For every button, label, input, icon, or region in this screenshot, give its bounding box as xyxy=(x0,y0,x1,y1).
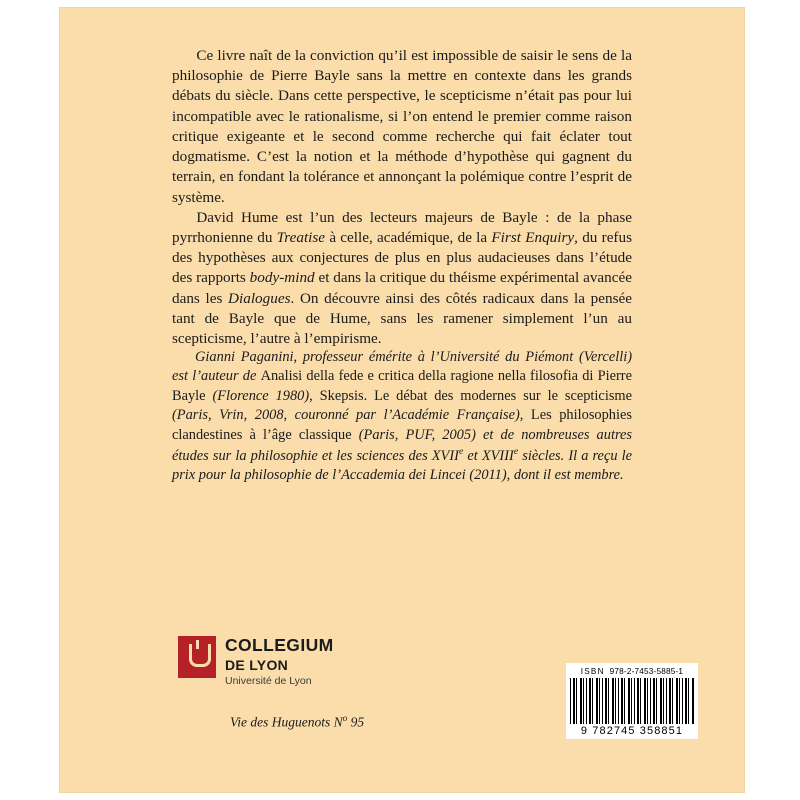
ordinal-superscript: e xyxy=(513,446,519,458)
work-title-first-enquiry: First Enquiry xyxy=(491,228,575,246)
bio-work-title-3: Les philosophies clandestines à l’âge classique xyxy=(172,407,632,443)
publisher-name-line-3: Université de Lyon xyxy=(225,674,312,687)
blurb-text xyxy=(172,46,632,349)
work-title-treatise: Treatise xyxy=(276,228,326,246)
blurb-paragraph-2 xyxy=(172,208,632,350)
book-back-cover xyxy=(60,8,744,792)
author-name: Gianni Paganini xyxy=(195,349,294,365)
series-label-text: Vie des Huguenots N xyxy=(230,714,343,730)
bio-text-run: (Paris, Vrin, 2008, couronné par l’Académie Française), xyxy=(172,407,524,424)
series-label xyxy=(230,713,364,731)
bio-text-run: (Paris, PUF, 2005) et de nombreuses autres études sur la philosophie et les sciences des XVII xyxy=(172,426,633,464)
bio-text-run: , professeur émérite à l’Université du Piémont (Vercelli) est l’auteur de xyxy=(172,349,632,385)
term-body-mind: body-mind xyxy=(249,269,315,287)
isbn-label: ISBN xyxy=(580,667,605,676)
publisher-name-line-1: COLLEGIUM xyxy=(225,635,334,655)
isbn-line xyxy=(570,667,694,676)
work-title-dialogues: Dialogues xyxy=(228,289,291,307)
series-ordinal-superscript: o xyxy=(342,713,348,723)
publisher-name-line-2: DE LYON xyxy=(225,656,289,673)
ordinal-superscript: e xyxy=(458,446,464,458)
blurb-text-run: , du refus des hypothèses aux conjectures de plus en plus audacieuses dans l’étude des rapports xyxy=(172,228,632,287)
blurb-text-run: . On découvre ainsi des côtés radicaux dans la pensée tant de Bayle que de Hume, sans les ramener simplement l’un au scepticisme, l’autre à l’empirisme. xyxy=(172,289,632,348)
blurb-text-run: et dans la critique du théisme expérimental avancée dans les xyxy=(172,269,632,307)
blurb-text-run: David Hume est l’un des lecteurs majeurs de Bayle : de la phase pyrrhonienne du xyxy=(172,208,632,246)
author-bio-text xyxy=(172,348,632,486)
blurb-text-run: à celle, académique, de la xyxy=(325,228,492,246)
publisher-logo xyxy=(178,636,334,686)
bio-text-run: et XVIII xyxy=(463,447,514,464)
publisher-name-block xyxy=(225,636,334,686)
ean-barcode-icon xyxy=(570,678,694,724)
bio-text-run: (Florence 1980) xyxy=(205,387,310,404)
isbn-value: 978-2-7453-5885-1 xyxy=(609,667,684,676)
author-bio-paragraph xyxy=(172,348,632,486)
ean-digits: 9 782745 358851 xyxy=(580,725,684,737)
collegium-lyon-shield-icon xyxy=(178,636,216,678)
series-number: 95 xyxy=(347,714,365,730)
barcode-block xyxy=(566,663,698,739)
bio-text-run: siècles. Il a reçu le prix pour la philosophie de l’Accademia dei Lincei (2011), dont il est membre. xyxy=(172,447,633,484)
bio-work-title-1: Analisi della fede e critica della ragione nella filosofia di Pierre Bayle xyxy=(172,368,632,404)
blurb-paragraph-1: Ce livre naît de la conviction qu’il est impossible de saisir le sens de la philosophie de Pierre Bayle sans la mettre en contexte dans les grands débats du siècle. Dans cette perspective, le scepticisme n’était pas pour lui incompatible avec le rationalisme, si l’on entend le premier comme raison critique exigeante et le second comme recherche qui fait éclater tout dogmatisme. C’est la notion et la méthode d’hypothèse qui gagnent du terrain, en fondant la tolérance et annonçant la polémique contre l’esprit de système. xyxy=(172,47,632,206)
bio-work-title-2: , Skepsis. Le débat des modernes sur le scepticisme xyxy=(309,387,632,404)
